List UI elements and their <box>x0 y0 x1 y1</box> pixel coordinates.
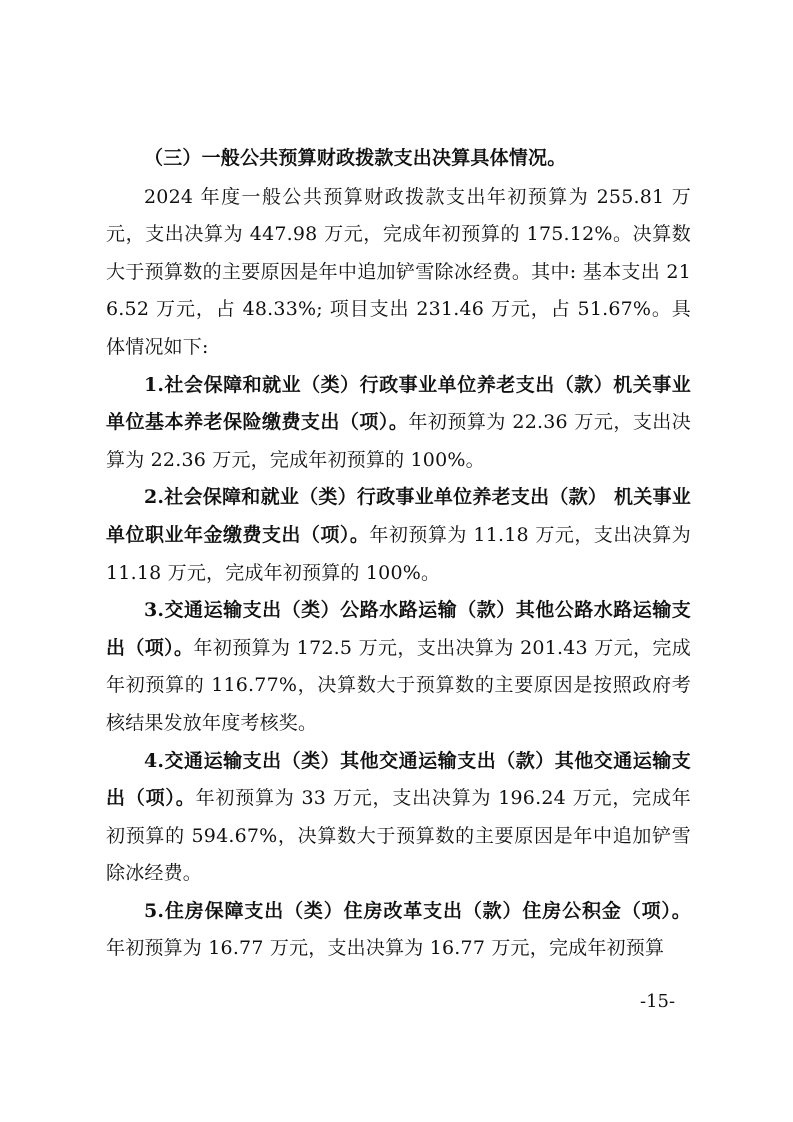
item-text-4: 年初预算为 33 万元，支出决算为 196.24 万元，完成年初预算的 594.67%，决算数大于预算数的主要原因是年中追加铲雪除冰经费。 <box>106 787 691 885</box>
item-text-1: 年初预算为 22.36 万元，支出决算为 22.36 万元，完成年初预算的 100%。 <box>106 411 692 471</box>
item-text-5: 年初预算为 16.77 万元，支出决算为 16.77 万元，完成年初预算 <box>106 937 665 960</box>
item-paragraph-5 <box>106 893 691 968</box>
item-paragraph-4 <box>106 743 691 893</box>
intro-paragraph: 2024 年度一般公共预算财政拨款支出年初预算为 255.81 万元，支出决算为 447.98 万元，完成年初预算的 175.12%。决算数大于预算数的主要原因是年中追加铲雪除冰经费。其中: 基本支出 216.52 万元，占 48.33%; 项目支出 231.46 万元，占 51.67%。具体情况如下: <box>106 185 691 358</box>
item-title-3: 3.交通运输支出（类）公路水路运输（款）其他公路水路运输支出（项）。 <box>106 599 691 659</box>
item-paragraph-2 <box>106 479 691 592</box>
item-text-3: 年初预算为 172.5 万元，支出决算为 201.43 万元，完成年初预算的 116.77%，决算数大于预算数的主要原因是按照政府考核结果发放年度考核奖。 <box>106 636 691 734</box>
item-title-5: 5.住房保障支出（类）住房改革支出（款）住房公积金（项）。 <box>144 899 691 922</box>
item-title-4: 4.交通运输支出（类）其他交通运输支出（款）其他交通运输支出（项）。 <box>106 749 691 810</box>
item-text-2: 年初预算为 11.18 万元，支出决算为 11.18 万元，完成年初预算的 100%。 <box>106 523 691 584</box>
item-paragraph-3 <box>106 592 691 742</box>
item-title-1: 1.社会保障和就业（类）行政事业单位养老支出（款）机关事业单位基本养老保险缴费支出（项）。 <box>106 373 691 434</box>
item-title-2: 2.社会保障和就业（类）行政事业单位养老支出（款） 机关事业单位职业年金缴费支出（项）。 <box>106 486 691 546</box>
page-number: -15- <box>640 991 676 1012</box>
document-body <box>106 140 691 968</box>
section-heading: （三）一般公共预算财政拨款支出决算具体情况。 <box>144 147 567 169</box>
item-paragraph-1 <box>106 367 691 480</box>
